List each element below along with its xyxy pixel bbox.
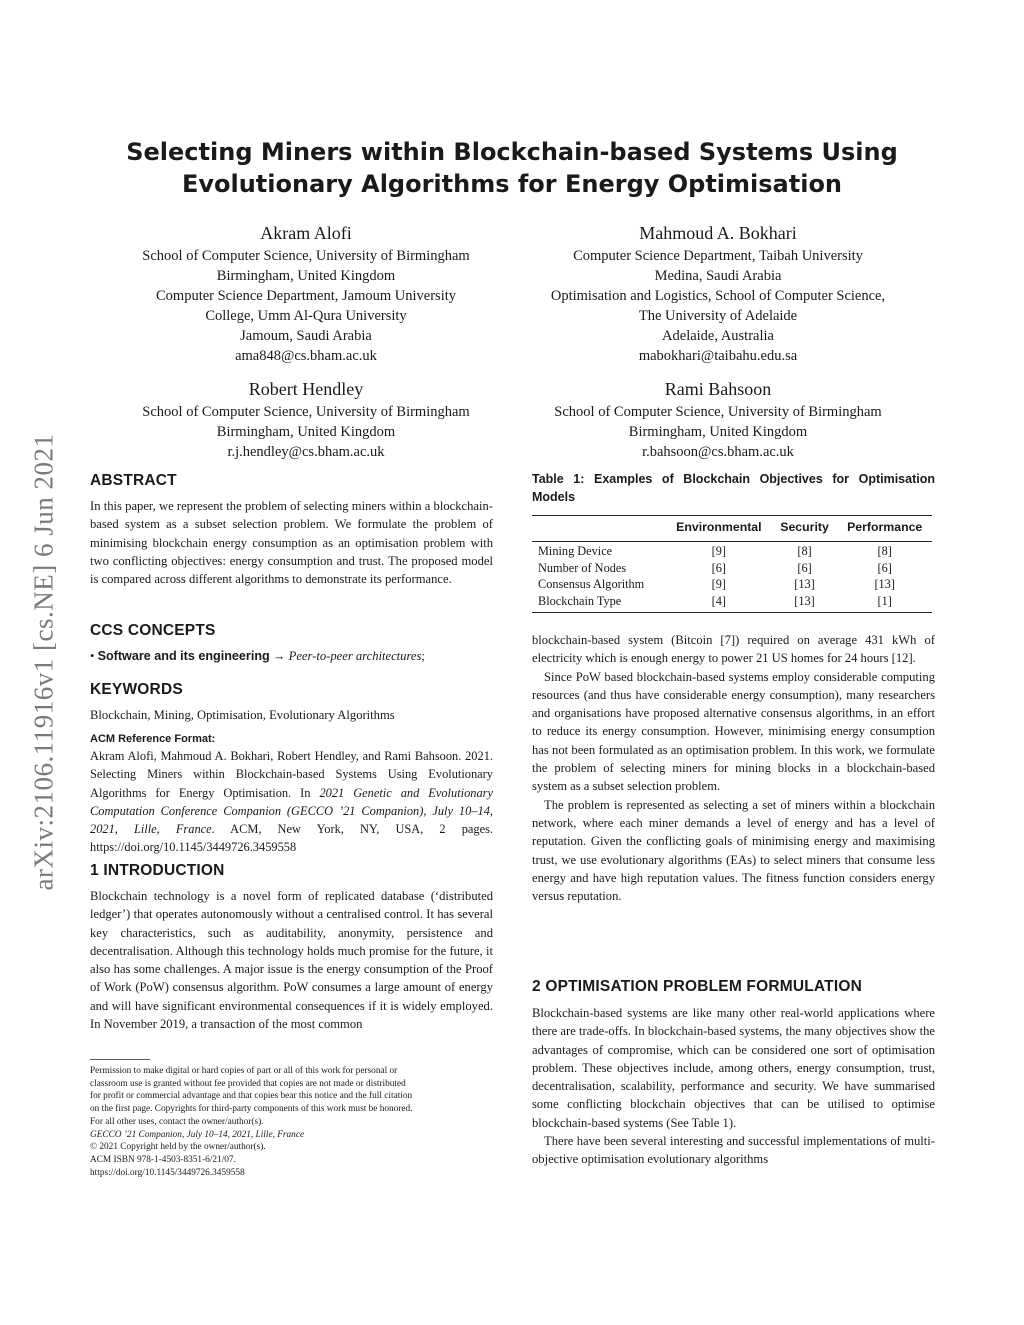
abstract-paragraph: In this paper, we represent the problem of selecting miners within a blockchain-based system as a subset selection problem. We formulate the problem of minimising blockchain energy consumption as an optimisation problem with two conflicting objectives: energy consumption and trust. The proposed model is compared across different algorithms to demonstrate its performance. <box>90 499 493 587</box>
table-bottom-rule <box>532 612 932 613</box>
author-affiliation: The University of Adelaide <box>638 308 798 324</box>
introduction-paragraph: Blockchain technology is a novel form of replicated database (‘distributed ledger’) that operates autonomously without a centralised control. It has several key characteristics, such as auditability, anonymity, persistence and decentralisation. Although this technology holds much promise for the future, it also has some challenges. A major issue is the energy consumption of the Proof of Work (PoW) consensus algorithm. PoW consumes a large amount of energy and will have significant environmental consequences if it is widely employed. In November 2019, a transaction of the most common <box>90 889 493 1032</box>
arxiv-identifier: arXiv:2106.11916v1 [cs.NE] 6 Jun 2021 <box>28 433 59 891</box>
paragraph: Since PoW based blockchain-based systems employ considerable computing resources (and thus have considerable energy consumption), many researchers and organisations have proposed alternative consensus algorithms, in an effort to reduce its energy consumption. However, minimising energy consumption has not been formulated as an optimisation problem. In this work, we formulate the problem of selecting miners for mining blocks in a blockchain-based system as a subset selection problem. <box>532 669 935 794</box>
author-email: mabokhari@taibahu.edu.sa <box>638 348 798 364</box>
ccs-subconcept: Peer-to-peer architectures <box>288 649 422 663</box>
arrow-icon: → <box>272 649 286 663</box>
acm-reference-heading: ACM Reference Format: <box>90 733 216 745</box>
keywords-heading: KEYWORDS <box>90 681 183 698</box>
footnote-line: Permission to make digital or hard copies of part or all of this work for personal or <box>90 1066 398 1076</box>
table-row <box>532 593 932 610</box>
author-block-4 <box>508 377 928 462</box>
paragraph: Blockchain-based systems are like many other real-world applications where there are trade-offs. In blockchain-based systems, the many objectives show the advantages of compromise, which can be considered one sort of optimisation problem. These objectives include, among others, energy consumption, trust, decentralisation, scalability, performance and security. We have summarised some conflicting blockchain objectives that can be utilised to optimise blockchain-based systems (See Table 1). <box>532 1006 935 1130</box>
author-email: r.j.hendley@cs.bham.ac.uk <box>227 444 385 460</box>
introduction-text <box>90 887 493 1033</box>
author-affiliation: Adelaide, Australia <box>662 328 774 344</box>
table-cell: [6] <box>711 560 727 575</box>
table-cell: [13] <box>794 577 815 591</box>
ccs-heading: CCS CONCEPTS <box>90 622 216 639</box>
table-header: Security <box>780 520 829 534</box>
ccs-concept: Software and its engineering <box>97 649 270 663</box>
table-header: Environmental <box>676 520 762 534</box>
table-header-row <box>532 517 932 537</box>
author-affiliation: Computer Science Department, Jamoum University <box>156 288 456 304</box>
reference-venue: 2021 Genetic and Evolutionary Computation Conference Companion (GECCO ’21 Companion), July 10–14, 2021, Lille, France <box>90 785 493 837</box>
author-name: Akram Alofi <box>260 223 352 243</box>
table-cell: [8] <box>877 544 892 558</box>
footnote-line: classroom use is granted without fee provided that copies are not made or distributed <box>90 1078 406 1089</box>
title-line-1: Selecting Miners within Blockchain-based Systems Using <box>126 138 898 166</box>
paper-title <box>0 136 1024 200</box>
table-top-rule <box>532 515 932 516</box>
table-cell: [4] <box>711 593 727 608</box>
footnote-rule <box>90 1059 150 1060</box>
paragraph: The problem is represented as selecting a set of miners within a blockchain network, where each miner demands a level of energy and has a level of reputation. Given the conflicting goals of minimising energy and maximising trust, we use evolutionary algorithms (EAs) to select miners that consume less energy and have high reputation values. The fitness function considers energy versus reputation. <box>532 797 935 904</box>
author-affiliation: School of Computer Science, University of Birmingham <box>142 404 470 420</box>
table-cell: Blockchain Type <box>538 593 622 608</box>
author-affiliation: College, Umm Al-Qura University <box>205 308 407 324</box>
title-line-2: Evolutionary Algorithms for Energy Optimisation <box>181 170 843 198</box>
paragraph: blockchain-based system (Bitcoin [7]) required on average 431 kWh of electricity which is enough energy to power 21 US homes for 24 hours [12]. <box>532 633 935 666</box>
section-2-heading: 2 OPTIMISATION PROBLEM FORMULATION <box>532 978 862 995</box>
footnote-line: for profit or commercial advantage and that copies bear this notice and the full citation <box>90 1091 413 1102</box>
author-block-3 <box>96 377 516 462</box>
table-cell: Number of Nodes <box>538 560 627 575</box>
table-cell: [13] <box>874 577 895 591</box>
table-row <box>532 560 932 577</box>
author-affiliation: Birmingham, United Kingdom <box>216 424 396 440</box>
author-affiliation: School of Computer Science, University of Birmingham <box>554 404 882 420</box>
reference-authors: Akram Alofi, Mahmoud A. Bokhari, Robert Hendley, and Rami Bahsoon. 2021. Selecting Miners within Blockchain-based Systems Using Evolutionary Algorithms for Energy Optimisation. In <box>90 749 493 800</box>
author-affiliation: Birmingham, United Kingdom <box>628 424 808 440</box>
table-header <box>532 517 666 537</box>
section-2-text <box>532 1004 935 1169</box>
author-name: Rami Bahsoon <box>664 379 772 399</box>
ccs-concepts <box>90 647 493 665</box>
footnote-line: on the first page. Copyrights for third-party components of this work must be honored. <box>90 1104 413 1115</box>
author-affiliation: Computer Science Department, Taibah University <box>573 248 863 264</box>
table-cell: [6] <box>877 560 892 575</box>
author-affiliation: Medina, Saudi Arabia <box>654 268 782 284</box>
bullet: • <box>90 649 95 663</box>
right-column-text <box>532 631 935 905</box>
abstract-heading: ABSTRACT <box>90 472 177 489</box>
table-cell: [9] <box>711 544 727 558</box>
objectives-table <box>532 517 932 609</box>
footnote-conference: GECCO ’21 Companion, July 10–14, 2021, Lille, France <box>90 1129 305 1140</box>
introduction-heading: 1 INTRODUCTION <box>90 862 225 879</box>
table-cell: [6] <box>797 560 812 575</box>
author-block-2 <box>508 221 928 366</box>
author-name: Robert Hendley <box>248 379 364 399</box>
author-block-1 <box>96 221 516 366</box>
author-affiliation: Jamoum, Saudi Arabia <box>240 328 372 344</box>
footnote-line: For all other uses, contact the owner/author(s). <box>90 1116 264 1127</box>
author-email: ama848@cs.bham.ac.uk <box>235 348 377 364</box>
footnote-isbn: ACM ISBN 978-1-4503-8351-6/21/07. <box>90 1154 236 1165</box>
abstract-text <box>90 497 493 588</box>
table-header-rule <box>532 541 932 542</box>
author-affiliation: School of Computer Science, University of Birmingham <box>142 248 470 264</box>
paragraph: There have been several interesting and successful implementations of multi-objective optimisation evolutionary algorithms <box>532 1134 935 1167</box>
table-cell: [9] <box>711 577 727 591</box>
table-cell: Mining Device <box>538 544 613 558</box>
author-affiliation: Optimisation and Logistics, School of Computer Science, <box>550 288 886 304</box>
keywords-text: Blockchain, Mining, Optimisation, Evolutionary Algorithms <box>90 708 395 722</box>
table-cell: [8] <box>797 544 812 558</box>
table-cell: [13] <box>794 593 815 608</box>
ccs-end: ; <box>421 649 425 663</box>
footnote-copyright: © 2021 Copyright held by the owner/author(s). <box>90 1142 266 1153</box>
reference-doi: . ACM, New York, NY, USA, 2 pages. https://doi.org/10.1145/3449726.3459558 <box>90 822 493 855</box>
copyright-footnote <box>90 1065 493 1179</box>
table-row <box>532 576 932 593</box>
table-cell: [1] <box>877 593 892 608</box>
table-cell: Consensus Algorithm <box>538 577 645 591</box>
author-affiliation: Birmingham, United Kingdom <box>216 268 396 284</box>
table-header: Performance <box>847 520 923 534</box>
footnote-doi: https://doi.org/10.1145/3449726.3459558 <box>90 1167 245 1178</box>
table-row <box>532 543 932 560</box>
table-caption: Table 1: Examples of Blockchain Objectives for Optimisation Models <box>532 472 935 504</box>
author-email: r.bahsoon@cs.bham.ac.uk <box>642 444 794 460</box>
author-name: Mahmoud A. Bokhari <box>639 223 797 243</box>
acm-reference-text <box>90 747 493 857</box>
